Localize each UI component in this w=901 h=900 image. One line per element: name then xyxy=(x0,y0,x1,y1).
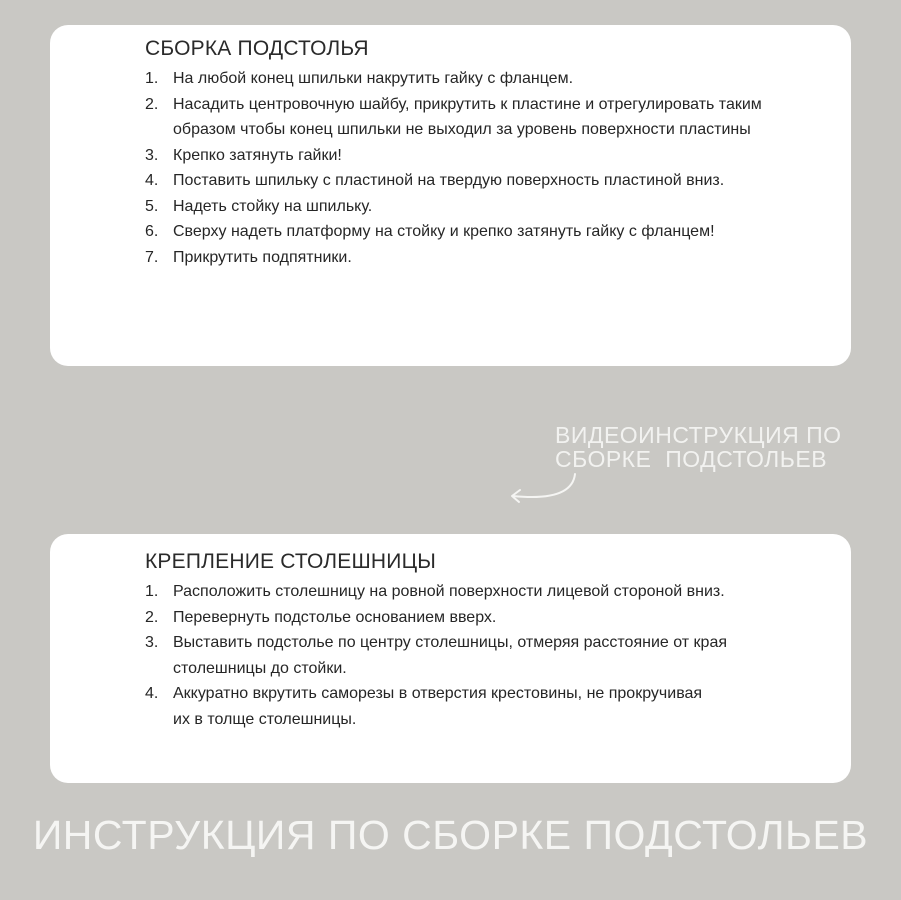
step-text: Поставить шпильку с пластиной на твердую поверхность пластиной вниз. xyxy=(173,172,725,189)
assembly-title: СБОРКА ПОДСТОЛЬЯ xyxy=(145,37,369,60)
step-text: Крепко затянуть гайки! xyxy=(173,146,342,164)
step-text: Выставить подстолье по центру столешницы, отмеряя расстояние от края столешницы до стойки. xyxy=(173,634,728,677)
page-title: ИНСТРУКЦИЯ ПО СБОРКЕ ПОДСТОЛЬЕВ xyxy=(32,812,869,858)
video-instruction-link[interactable] xyxy=(555,423,855,471)
step-number: 1. xyxy=(145,583,159,600)
step-text: На любой конец шпильки накрутить гайку с фланцем. xyxy=(173,70,574,87)
list-item xyxy=(145,630,763,681)
list-item xyxy=(145,143,821,169)
step-text: Сверху надеть платформу на стойку и крепко затянуть гайку с фланцем! xyxy=(173,223,715,240)
tabletop-title: КРЕПЛЕНИЕ СТОЛЕШНИЦЫ xyxy=(145,550,437,573)
step-number: 4. xyxy=(145,172,159,189)
step-number: 3. xyxy=(145,634,159,651)
list-item xyxy=(145,92,793,143)
curved-arrow-left-icon xyxy=(505,470,585,510)
step-text: Насадить центровочную шайбу, прикрутить к пластине и отрегулировать таким образом чтобы конец шпильки не выходил за уровень поверхности пластины xyxy=(173,95,762,138)
step-text: Расположить столешницу на ровной поверхности лицевой стороной вниз. xyxy=(173,583,725,600)
video-label-line1: ВИДЕОИНСТРУКЦИЯ ПО xyxy=(555,422,842,448)
list-item xyxy=(145,245,821,271)
step-number: 2. xyxy=(145,95,159,113)
step-number: 3. xyxy=(145,146,159,164)
step-number: 2. xyxy=(145,608,159,626)
list-item xyxy=(145,219,748,245)
step-number: 6. xyxy=(145,223,159,240)
list-item xyxy=(145,194,821,220)
assembly-card xyxy=(50,25,851,366)
list-item xyxy=(145,681,703,732)
tabletop-card xyxy=(50,534,851,783)
video-label-line2: СБОРКЕ ПОДСТОЛЬЕВ xyxy=(555,446,828,472)
list-item xyxy=(145,579,793,605)
step-text: Прикрутить подпятники. xyxy=(173,248,352,266)
assembly-steps-list xyxy=(145,66,821,270)
step-number: 7. xyxy=(145,248,159,266)
step-text: Аккуратно вкрутить саморезы в отверстия крестовины, не прокручивая их в толще столешницы. xyxy=(173,685,703,728)
step-number: 4. xyxy=(145,685,159,702)
step-number: 5. xyxy=(145,197,159,215)
list-item xyxy=(145,168,813,194)
step-number: 1. xyxy=(145,70,159,87)
tabletop-steps-list xyxy=(145,579,821,732)
list-item xyxy=(145,605,821,631)
step-text: Перевернуть подстолье основанием вверх. xyxy=(173,608,497,626)
step-text: Надеть стойку на шпильку. xyxy=(173,197,373,215)
list-item xyxy=(145,66,773,92)
